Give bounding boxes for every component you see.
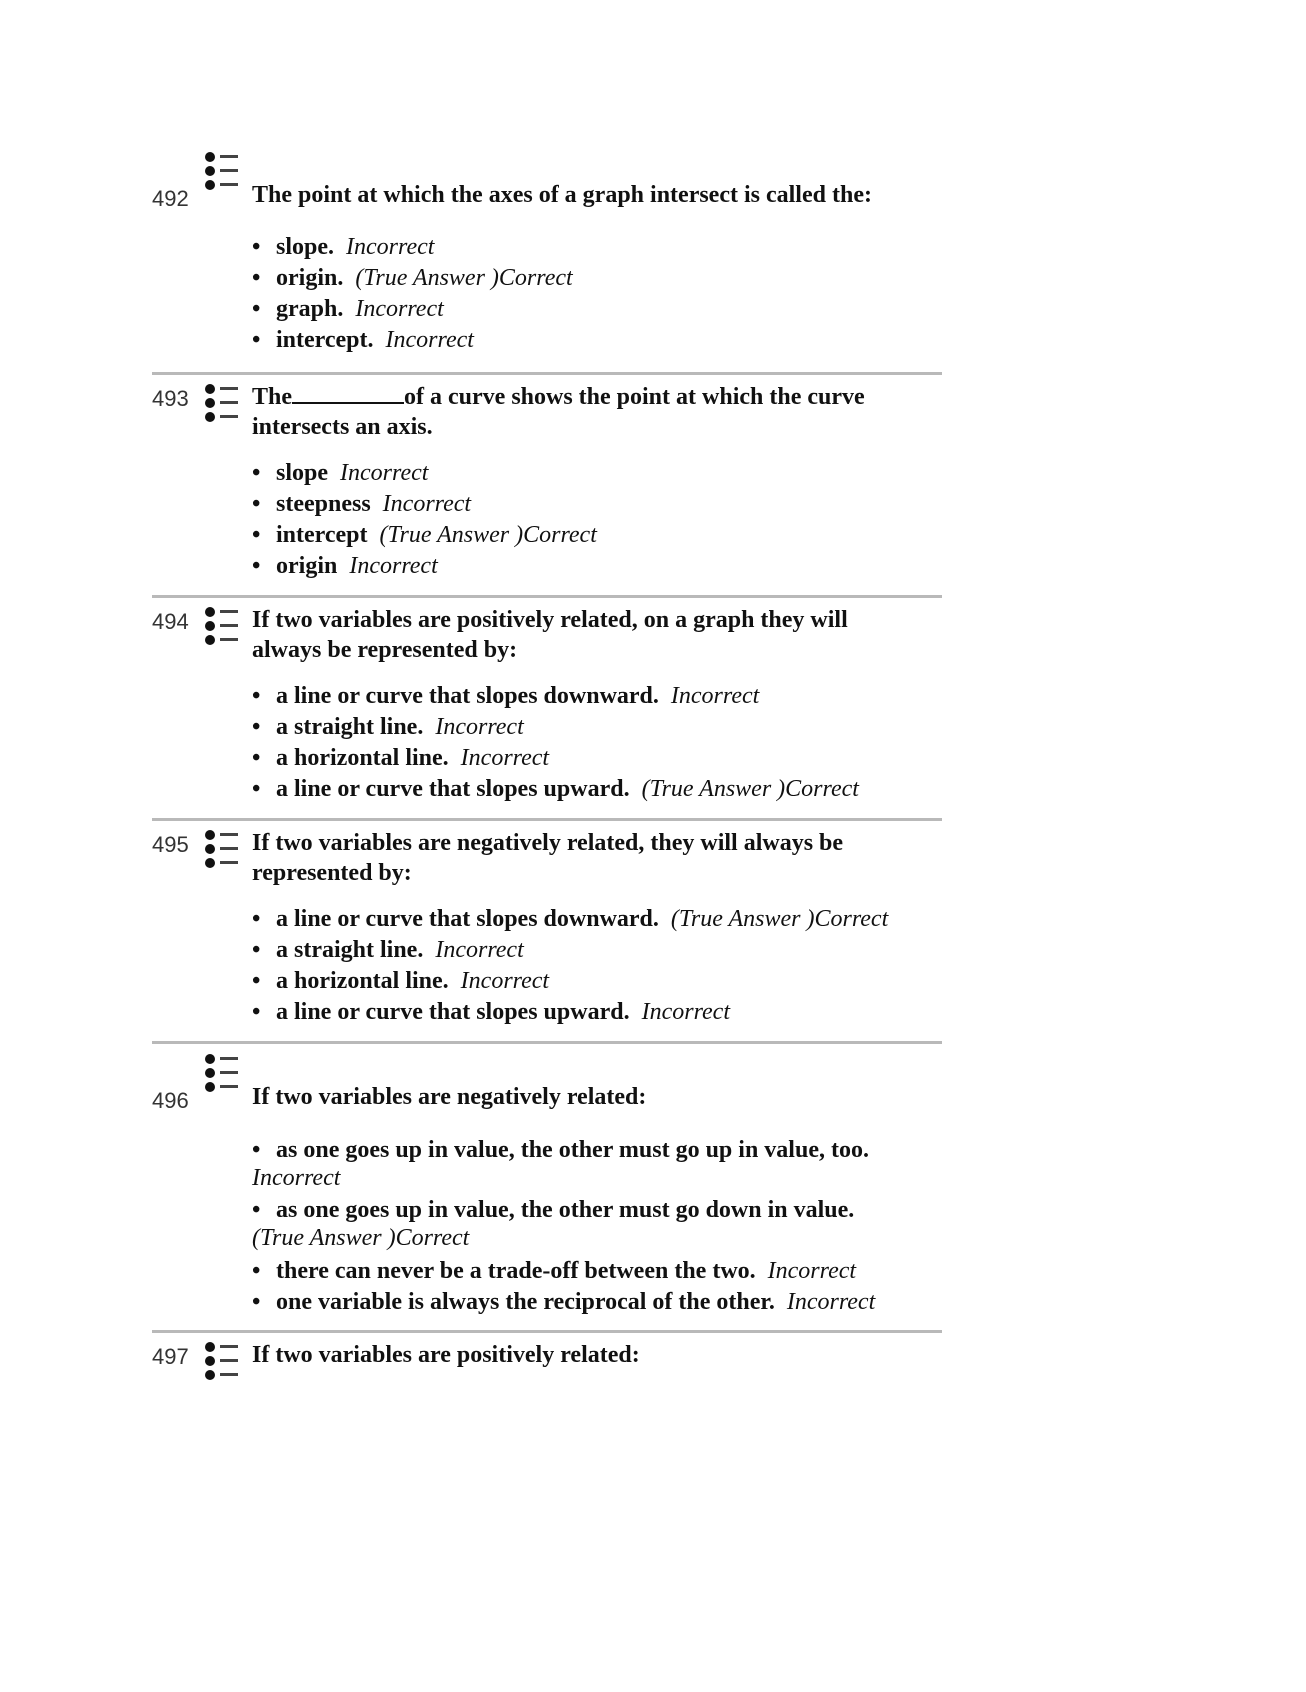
answer-status: Incorrect bbox=[460, 745, 550, 771]
list-icon bbox=[200, 382, 244, 430]
answer-status: Incorrect bbox=[786, 1289, 876, 1315]
answer-status: Incorrect bbox=[767, 1258, 857, 1284]
bullet: • bbox=[252, 522, 261, 548]
bullet: • bbox=[252, 553, 261, 579]
answer-option: a horizontal line. bbox=[276, 745, 449, 771]
answer-item bbox=[252, 1287, 892, 1318]
list-icon bbox=[200, 1052, 244, 1100]
answer-option: a line or curve that slopes upward. bbox=[276, 776, 630, 802]
question-number: 496 bbox=[152, 1088, 189, 1113]
answer-status: Incorrect bbox=[670, 683, 760, 709]
answer-status: (True Answer )Correct bbox=[355, 265, 573, 291]
answer-list bbox=[252, 904, 972, 1028]
question-text-start: The bbox=[252, 384, 293, 410]
bullet: • bbox=[252, 714, 261, 740]
answer-list bbox=[252, 1136, 892, 1318]
answer-status: (True Answer )Correct bbox=[252, 1225, 470, 1251]
list-icon bbox=[200, 605, 244, 653]
answer-option: as one goes up in value, the other must go down in value. bbox=[276, 1197, 855, 1223]
answer-item bbox=[252, 263, 972, 294]
answer-item bbox=[252, 1196, 892, 1252]
answer-item bbox=[252, 325, 972, 356]
answer-option: a straight line. bbox=[276, 714, 424, 740]
bullet: • bbox=[252, 683, 261, 709]
answer-option: as one goes up in value, the other must go up in value, too. bbox=[276, 1137, 869, 1163]
answer-item bbox=[252, 520, 972, 551]
bullet: • bbox=[252, 1258, 261, 1284]
answer-item bbox=[252, 904, 972, 935]
question-text: If two variables are positively related: bbox=[252, 1342, 640, 1368]
answer-status: Incorrect bbox=[435, 937, 524, 963]
answer-status: (True Answer )Correct bbox=[670, 906, 889, 932]
answer-item bbox=[252, 774, 972, 805]
answer-item bbox=[252, 1136, 892, 1192]
answer-status: (True Answer )Correct bbox=[379, 522, 597, 548]
answer-option: a line or curve that slopes upward. bbox=[276, 999, 630, 1025]
answer-item bbox=[252, 1256, 892, 1287]
bullet: • bbox=[252, 937, 261, 963]
list-icon bbox=[200, 828, 244, 876]
answer-list bbox=[252, 458, 972, 582]
answer-option: slope bbox=[276, 460, 329, 486]
bullet: • bbox=[252, 234, 261, 260]
answer-option: there can never be a trade-off between the two. bbox=[276, 1258, 756, 1284]
answer-item bbox=[252, 489, 972, 520]
answer-option: intercept bbox=[276, 522, 368, 548]
bullet: • bbox=[252, 968, 261, 994]
answer-option: origin bbox=[276, 553, 338, 579]
answer-status: Incorrect bbox=[252, 1165, 341, 1191]
bullet: • bbox=[252, 1137, 261, 1163]
answer-item bbox=[252, 294, 972, 325]
question-divider bbox=[152, 595, 942, 598]
answer-status: Incorrect bbox=[349, 553, 438, 579]
answer-status: Incorrect bbox=[382, 491, 472, 517]
answer-status: Incorrect bbox=[385, 327, 474, 353]
bullet: • bbox=[252, 1289, 261, 1315]
question-text: If two variables are negatively related: bbox=[252, 1084, 647, 1110]
answer-list bbox=[252, 232, 972, 356]
bullet: • bbox=[252, 460, 261, 486]
answer-option: slope. bbox=[276, 234, 335, 260]
answer-option: intercept. bbox=[276, 327, 374, 353]
question-number: 492 bbox=[152, 186, 189, 211]
question-text: The point at which the axes of a graph intersect is called the: bbox=[252, 182, 872, 208]
question-text: If two variables are negatively related, they will always be represented by: bbox=[252, 830, 844, 886]
answer-option: graph. bbox=[276, 296, 344, 322]
answer-item bbox=[252, 232, 972, 263]
bullet: • bbox=[252, 999, 261, 1025]
answer-option: one variable is always the reciprocal of the other. bbox=[276, 1289, 775, 1315]
answer-option: origin. bbox=[276, 265, 344, 291]
answer-item bbox=[252, 712, 972, 743]
answer-option: a line or curve that slopes downward. bbox=[276, 906, 659, 932]
bullet: • bbox=[252, 776, 261, 802]
question-number: 495 bbox=[152, 832, 189, 857]
question-text: If two variables are positively related, on a graph they will always be represented by: bbox=[252, 607, 848, 663]
bullet: • bbox=[252, 296, 261, 322]
bullet: • bbox=[252, 491, 261, 517]
bullet: • bbox=[252, 1197, 261, 1223]
answer-option: a horizontal line. bbox=[276, 968, 449, 994]
answer-status: Incorrect bbox=[346, 234, 435, 260]
answer-item bbox=[252, 966, 972, 997]
answer-item bbox=[252, 551, 972, 582]
list-icon bbox=[200, 150, 244, 198]
list-icon bbox=[200, 1340, 244, 1388]
bullet: • bbox=[252, 745, 261, 771]
answer-item bbox=[252, 997, 972, 1028]
question-number: 497 bbox=[152, 1344, 189, 1369]
answer-list bbox=[252, 681, 972, 805]
answer-status: (True Answer )Correct bbox=[641, 776, 859, 802]
answer-item bbox=[252, 743, 972, 774]
question-number: 494 bbox=[152, 609, 189, 634]
bullet: • bbox=[252, 265, 261, 291]
answer-status: Incorrect bbox=[340, 460, 429, 486]
answer-item bbox=[252, 681, 972, 712]
answer-status: Incorrect bbox=[641, 999, 730, 1025]
answer-option: a straight line. bbox=[276, 937, 424, 963]
answer-item bbox=[252, 935, 972, 966]
answer-status: Incorrect bbox=[355, 296, 444, 322]
question-number: 493 bbox=[152, 386, 189, 411]
question-divider bbox=[152, 1330, 942, 1333]
bullet: • bbox=[252, 906, 261, 932]
fill-in-blank bbox=[292, 382, 404, 404]
answer-status: Incorrect bbox=[460, 968, 550, 994]
bullet: • bbox=[252, 327, 261, 353]
question-divider bbox=[152, 1041, 942, 1044]
answer-option: steepness bbox=[276, 491, 371, 517]
question-divider bbox=[152, 372, 942, 375]
question-text-end: of a curve shows the point at which the curve intersects an axis. bbox=[252, 384, 865, 440]
answer-status: Incorrect bbox=[435, 714, 524, 740]
question-text bbox=[252, 382, 912, 442]
answer-item bbox=[252, 458, 972, 489]
question-divider bbox=[152, 818, 942, 821]
answer-option: a line or curve that slopes downward. bbox=[276, 683, 659, 709]
